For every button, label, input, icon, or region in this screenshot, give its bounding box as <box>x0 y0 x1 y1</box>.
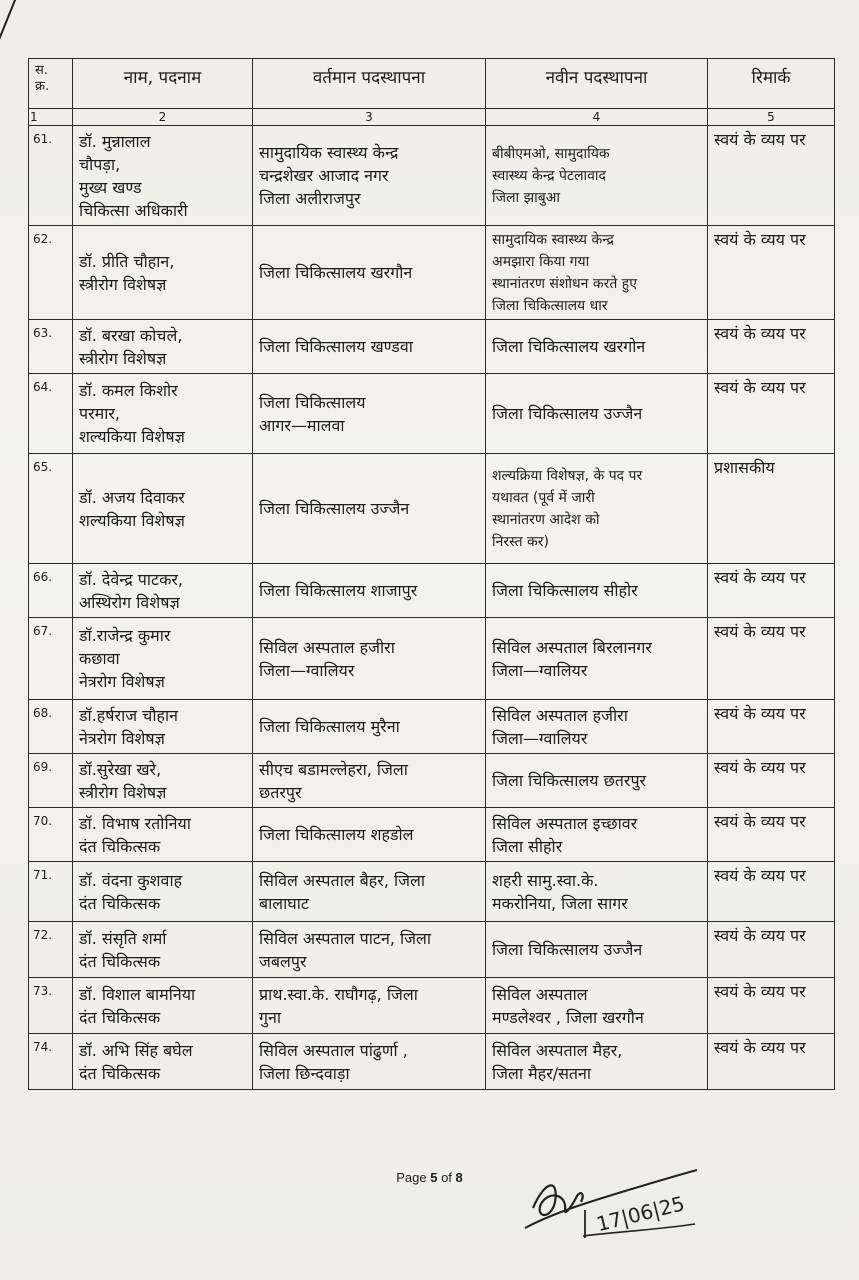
table-row <box>29 978 835 1034</box>
remark: स्वयं के व्यय पर <box>708 862 835 922</box>
officer-name-designation: डॉ. संसृति शर्मा दंत चिकित्सक <box>73 922 253 978</box>
remark: स्वयं के व्यय पर <box>708 754 835 808</box>
serial-number: 70. <box>29 808 73 862</box>
current-posting: जिला चिकित्सालय आगर—मालवा <box>253 374 486 454</box>
new-posting: जिला चिकित्सालय छतरपुर <box>486 754 708 808</box>
new-posting: सिविल अस्पताल इच्छावर जिला सीहोर <box>486 808 708 862</box>
officer-name-designation: डॉ. देवेन्द्र पाटकर, अस्थिरोग विशेषज्ञ <box>73 564 253 618</box>
remark: स्वयं के व्यय पर <box>708 564 835 618</box>
svg-text:17|06|25: 17|06|25 <box>594 1191 687 1237</box>
current-posting: सिविल अस्पताल पाटन, जिला जबलपुर <box>253 922 486 978</box>
serial-number: 63. <box>29 320 73 374</box>
header-current-posting: वर्तमान पदस्थापना <box>253 59 486 109</box>
column-number: 5 <box>708 109 835 126</box>
remark: स्वयं के व्यय पर <box>708 1034 835 1090</box>
table-row <box>29 1034 835 1090</box>
current-posting: सामुदायिक स्वास्थ्य केन्द्र चन्द्रशेखर आजाद नगर जिला अलीराजपुर <box>253 126 486 226</box>
new-posting: बीबीएमओ, सामुदायिक स्वास्थ्य केन्द्र पेटलावाद जिला झाबुआ <box>486 126 708 226</box>
remark: स्वयं के व्यय पर <box>708 808 835 862</box>
officer-name-designation: डॉ. मुन्नालाल चौपड़ा, मुख्य खण्ड चिकित्सा अधिकारी <box>73 126 253 226</box>
officer-name-designation: डॉ. वंदना कुशवाह दंत चिकित्सक <box>73 862 253 922</box>
table-header-row <box>29 59 835 109</box>
current-posting: सीएच बडामल्लेहरा, जिला छतरपुर <box>253 754 486 808</box>
table-row <box>29 320 835 374</box>
column-number: 2 <box>73 109 253 126</box>
table-row <box>29 808 835 862</box>
serial-number: 67. <box>29 618 73 700</box>
new-posting: जिला चिकित्सालय उज्जैन <box>486 374 708 454</box>
footer-mid: of <box>437 1170 456 1185</box>
transfer-table <box>28 58 835 1090</box>
table-row <box>29 374 835 454</box>
serial-number: 71. <box>29 862 73 922</box>
table-row <box>29 454 835 564</box>
officer-name-designation: डॉ.हर्षराज चौहान नेत्ररोग विशेषज्ञ <box>73 700 253 754</box>
table-row <box>29 126 835 226</box>
officer-name-designation: डॉ. कमल किशोर परमार, शल्यकिया विशेषज्ञ <box>73 374 253 454</box>
officer-name-designation: डॉ. अभि सिंह बघेल दंत चिकित्सक <box>73 1034 253 1090</box>
serial-number: 69. <box>29 754 73 808</box>
table-row <box>29 700 835 754</box>
remark: स्वयं के व्यय पर <box>708 226 835 320</box>
header-serial: स. क्र. <box>29 59 73 109</box>
new-posting: शहरी सामु.स्वा.के. मकरोनिया, जिला सागर <box>486 862 708 922</box>
officer-name-designation: डॉ.सुरेखा खरे, स्त्रीरोग विशेषज्ञ <box>73 754 253 808</box>
new-posting: सिविल अस्पताल हजीरा जिला—ग्वालियर <box>486 700 708 754</box>
current-posting: सिविल अस्पताल बैहर, जिला बालाघाट <box>253 862 486 922</box>
officer-name-designation: डॉ. बरखा कोचले, स्त्रीरोग विशेषज्ञ <box>73 320 253 374</box>
current-posting: जिला चिकित्सालय शाजापुर <box>253 564 486 618</box>
table-row <box>29 754 835 808</box>
column-number: 1 <box>29 109 73 126</box>
remark: स्वयं के व्यय पर <box>708 126 835 226</box>
handwritten-signature <box>515 1150 715 1250</box>
current-posting: जिला चिकित्सालय उज्जैन <box>253 454 486 564</box>
page-footer <box>0 1170 859 1185</box>
current-posting: सिविल अस्पताल हजीरा जिला—ग्वालियर <box>253 618 486 700</box>
officer-name-designation: डॉ. विभाष रतोनिया दंत चिकित्सक <box>73 808 253 862</box>
current-posting: प्राथ.स्वा.के. राघौगढ़, जिला गुना <box>253 978 486 1034</box>
officer-name-designation: डॉ. प्रीति चौहान, स्त्रीरोग विशेषज्ञ <box>73 226 253 320</box>
column-number: 3 <box>253 109 486 126</box>
serial-number: 65. <box>29 454 73 564</box>
footer-total: 8 <box>455 1170 463 1185</box>
serial-number: 66. <box>29 564 73 618</box>
header-name: नाम, पदनाम <box>73 59 253 109</box>
serial-number: 61. <box>29 126 73 226</box>
serial-number: 74. <box>29 1034 73 1090</box>
current-posting: सिविल अस्पताल पांढुर्णा , जिला छिन्दवाड़ा <box>253 1034 486 1090</box>
new-posting: सिविल अस्पताल मैहर, जिला मैहर/सतना <box>486 1034 708 1090</box>
table-row <box>29 618 835 700</box>
remark: स्वयं के व्यय पर <box>708 618 835 700</box>
remark: स्वयं के व्यय पर <box>708 978 835 1034</box>
table-row <box>29 922 835 978</box>
new-posting: जिला चिकित्सालय उज्जैन <box>486 922 708 978</box>
table-row <box>29 226 835 320</box>
remark: स्वयं के व्यय पर <box>708 374 835 454</box>
new-posting: जिला चिकित्सालय खरगोन <box>486 320 708 374</box>
remark: प्रशासकीय <box>708 454 835 564</box>
footer-prefix: Page <box>396 1170 431 1185</box>
serial-number: 64. <box>29 374 73 454</box>
officer-name-designation: डॉ. विशाल बामनिया दंत चिकित्सक <box>73 978 253 1034</box>
remark: स्वयं के व्यय पर <box>708 922 835 978</box>
remark: स्वयं के व्यय पर <box>708 700 835 754</box>
current-posting: जिला चिकित्सालय शहडोल <box>253 808 486 862</box>
officer-name-designation: डॉ.राजेन्द्र कुमार कछावा नेत्ररोग विशेषज्ञ <box>73 618 253 700</box>
column-number-row <box>29 109 835 126</box>
footer-page: 5 <box>430 1170 438 1185</box>
remark: स्वयं के व्यय पर <box>708 320 835 374</box>
current-posting: जिला चिकित्सालय मुरैना <box>253 700 486 754</box>
new-posting: शल्यक्रिया विशेषज्ञ, के पद पर यथावत (पूर्व में जारी स्थानांतरण आदेश को निरस्त कर) <box>486 454 708 564</box>
new-posting: सामुदायिक स्वास्थ्य केन्द्र अमझारा किया गया स्थानांतरण संशोधन करते हुए जिला चिकित्सालय धार <box>486 226 708 320</box>
serial-number: 73. <box>29 978 73 1034</box>
new-posting: जिला चिकित्सालय सीहोर <box>486 564 708 618</box>
serial-number: 62. <box>29 226 73 320</box>
serial-number: 68. <box>29 700 73 754</box>
officer-name-designation: डॉ. अजय दिवाकर शल्यकिया विशेषज्ञ <box>73 454 253 564</box>
current-posting: जिला चिकित्सालय खरगौन <box>253 226 486 320</box>
new-posting: सिविल अस्पताल बिरलानगर जिला—ग्वालियर <box>486 618 708 700</box>
table-row <box>29 564 835 618</box>
current-posting: जिला चिकित्सालय खण्डवा <box>253 320 486 374</box>
column-number: 4 <box>486 109 708 126</box>
new-posting: सिविल अस्पताल मण्डलेश्वर , जिला खरगौन <box>486 978 708 1034</box>
header-remark: रिमार्क <box>708 59 835 109</box>
table-row <box>29 862 835 922</box>
serial-number: 72. <box>29 922 73 978</box>
header-new-posting: नवीन पदस्थापना <box>486 59 708 109</box>
